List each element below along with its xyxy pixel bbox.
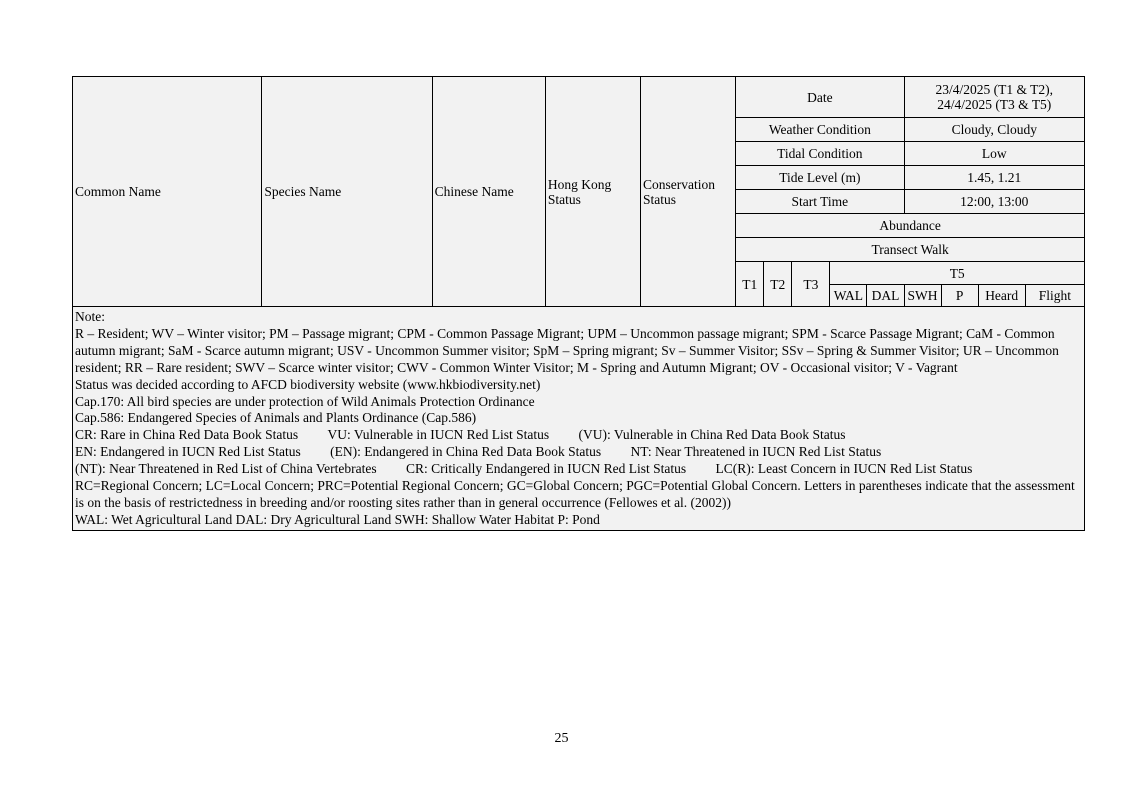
header-species-name: Species Name xyxy=(262,77,432,307)
transect-t2-header: T2 xyxy=(764,262,792,307)
tidal-condition-value: Low xyxy=(904,142,1084,166)
note-cr-iucn: CR: Critically Endangered in IUCN Red List Status xyxy=(406,461,687,477)
notes-afcd: Status was decided according to AFCD biodiversity website (www.hkbiodiversity.net) xyxy=(75,376,541,392)
weather-label: Weather Condition xyxy=(736,118,904,142)
tidal-condition-label: Tidal Condition xyxy=(736,142,904,166)
date-label: Date xyxy=(736,77,904,118)
notes-status-row-2 xyxy=(75,444,1082,461)
t5-dal-header: DAL xyxy=(867,285,904,307)
note-vu-iucn: VU: Vulnerable in IUCN Red List Status xyxy=(327,427,550,443)
note-en-iucn: EN: Endangered in IUCN Red List Status xyxy=(75,444,301,460)
note-lc-iucn: LC(R): Least Concern in IUCN Red List Status xyxy=(715,461,973,477)
weather-value: Cloudy, Cloudy xyxy=(904,118,1084,142)
notes-status-codes: R – Resident; WV – Winter visitor; PM – Passage migrant; CPM - Common Passage Migrant; UPM – Uncommon passage migrant; SPM - Scarce Passage Migrant; CaM - Common autumn migrant; SaM - Scarce autumn migrant; USV - Uncommon Summer visitor; SpM – Spring migrant; Sv – Summer Visitor; SSv – Spring & Summer Visitor; UR – Uncommon resident; RR – Rare resident; SWV – Scarce winter visitor; CWV - Common Winter Visitor; M - Spring and Autumn Migrant; OV - Occasional visitor; V - Vagrant xyxy=(75,325,1059,375)
notes-status-row-1 xyxy=(75,427,1082,444)
notes-habitat: WAL: Wet Agricultural Land DAL: Dry Agricultural Land SWH: Shallow Water Habitat P: Pond xyxy=(75,511,600,527)
t5-swh-header: SWH xyxy=(904,285,941,307)
t5-heard-header: Heard xyxy=(978,285,1025,307)
notes-title: Note: xyxy=(75,309,105,324)
header-chinese-name: Chinese Name xyxy=(432,77,545,307)
abundance-header: Abundance xyxy=(736,214,1085,238)
t5-p-header: P xyxy=(941,285,978,307)
header-hong-kong-status: Hong Kong Status xyxy=(545,77,640,307)
header-common-name: Common Name xyxy=(73,77,262,307)
tide-level-value: 1.45, 1.21 xyxy=(904,166,1084,190)
t5-wal-header: WAL xyxy=(830,285,867,307)
start-time-value: 12:00, 13:00 xyxy=(904,190,1084,214)
note-cr-china: CR: Rare in China Red Data Book Status xyxy=(75,427,299,443)
bird-survey-table xyxy=(72,76,1085,531)
notes-regional-concern: RC=Regional Concern; LC=Local Concern; PRC=Potential Regional Concern; GC=Global Concern; PGC=Potential Global Concern. Letters in parentheses indicate that the assessment is on the basis of restrictedness in breeding and/or roosting sites rather than in general occurrence (Fellowes et al. (2002)) xyxy=(75,478,1075,510)
t5-flight-header: Flight xyxy=(1025,285,1084,307)
note-en-china: (EN): Endangered in China Red Data Book Status xyxy=(330,444,602,460)
start-time-label: Start Time xyxy=(736,190,904,214)
transect-t3-header: T3 xyxy=(792,262,830,307)
notes-cap170: Cap.170: All bird species are under protection of Wild Animals Protection Ordinance xyxy=(75,393,535,409)
tide-level-label: Tide Level (m) xyxy=(736,166,904,190)
note-vu-china: (VU): Vulnerable in China Red Data Book Status xyxy=(578,427,846,443)
note-nt-iucn: NT: Near Threatened in IUCN Red List Status xyxy=(630,444,882,460)
header-conservation-status: Conservation Status xyxy=(641,77,736,307)
notes-status-row-3 xyxy=(75,461,1082,478)
notes-cell xyxy=(73,307,1085,531)
date-value: 23/4/2025 (T1 & T2), 24/4/2025 (T3 & T5) xyxy=(904,77,1084,118)
transect-t5-header: T5 xyxy=(830,262,1085,285)
note-nt-china: (NT): Near Threatened in Red List of China Vertebrates xyxy=(75,461,377,477)
transect-walk-header: Transect Walk xyxy=(736,238,1085,262)
transect-t1-header: T1 xyxy=(736,262,764,307)
page-number: 25 xyxy=(554,731,569,746)
notes-cap586: Cap.586: Endangered Species of Animals and Plants Ordinance (Cap.586) xyxy=(75,410,477,426)
